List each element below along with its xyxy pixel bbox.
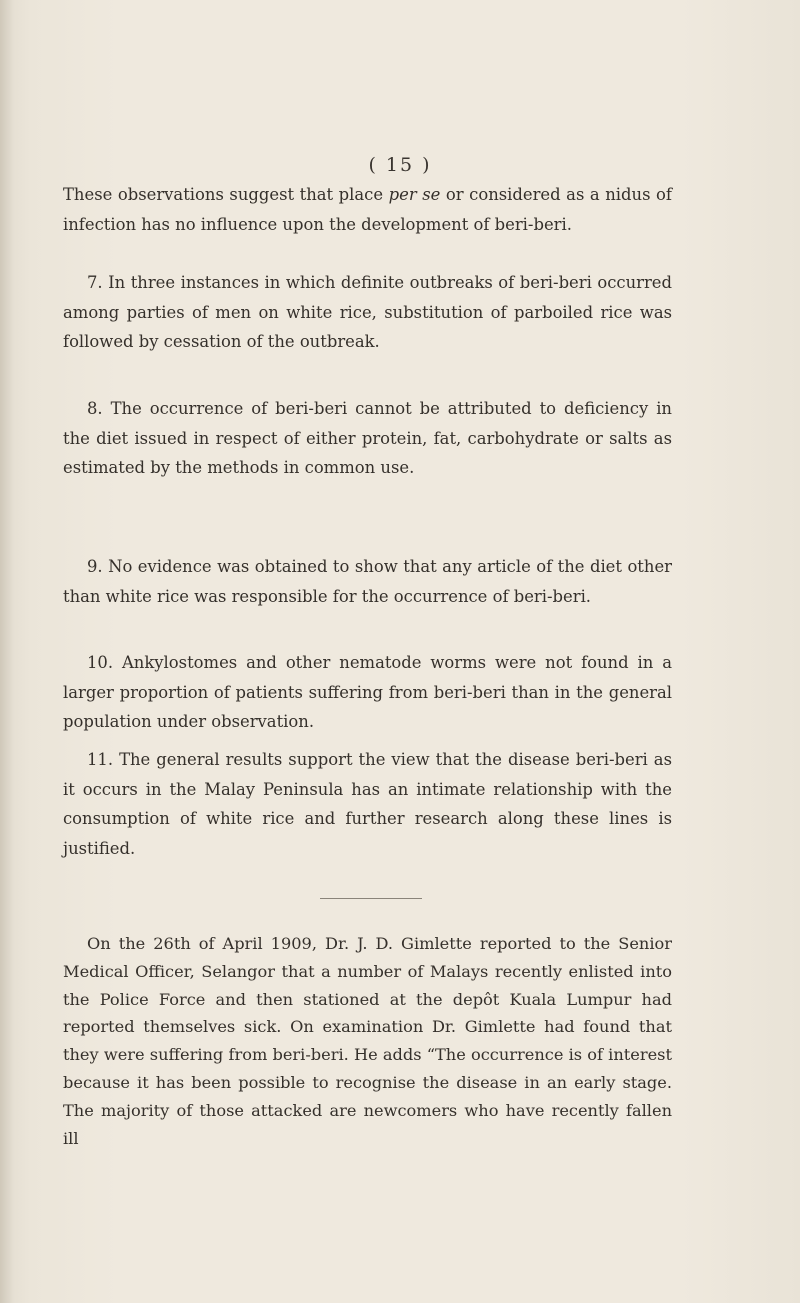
paragraph-7 — [63, 268, 672, 357]
paragraph-8 — [63, 394, 672, 483]
paragraph-9-text: 9. No evidence was obtained to show that any article of the diet other than white rice was responsible for the occurrence of beri-beri. — [63, 557, 672, 606]
paragraph-intro — [63, 180, 672, 239]
paragraph-10 — [63, 648, 672, 737]
paragraph-10-text: 10. Ankylostomes and other nematode worms were not found in a larger proportion of patients suffering from beri-beri than in the general population under observation. — [63, 653, 672, 731]
paragraph-7-text: 7. In three instances in which definite outbreaks of beri-beri occurred among parties of men on white rice, substitution of parboiled rice was followed by cessation of the outbreak. — [63, 273, 672, 351]
page-number: ( 15 ) — [368, 154, 432, 176]
paragraph-11-text: 11. The general results support the view that the disease beri-beri as it occurs in the Malay Peninsula has an intimate relationship with the consumption of white rice and further research along these lines is justified. — [63, 750, 672, 858]
binding-gutter — [0, 0, 14, 1303]
paragraph-8-text: 8. The occurrence of beri-beri cannot be attributed to deficiency in the diet issued in respect of either protein, fat, carbohydrate or salts as estimated by the methods in common use. — [63, 399, 672, 477]
intro-text-start: These observations suggest that place — [63, 185, 389, 204]
paragraph-9 — [63, 552, 672, 611]
paragraph-gimlette-report — [63, 930, 672, 1152]
section-divider — [320, 898, 422, 899]
intro-italic-phrase: per se — [388, 185, 441, 204]
paragraph-gimlette-report-text: On the 26th of April 1909, Dr. J. D. Gimlette reported to the Senior Medical Officer, Selangor that a number of Malays recently enlisted into the Police Force and then stationed at the depôt Kuala Lumpur had reported themselves sick. On examination Dr. Gimlette had found that they were suffering from beri-beri. He adds “The occurrence is of interest because it has been possible to recognise the disease in an early stage. The majority of those attacked are newcomers who have recently fallen ill — [63, 934, 672, 1148]
intro-text-end: or considered as a nidus of infection has no influence upon the development of beri-beri. — [63, 185, 672, 234]
paragraph-11 — [63, 745, 672, 863]
